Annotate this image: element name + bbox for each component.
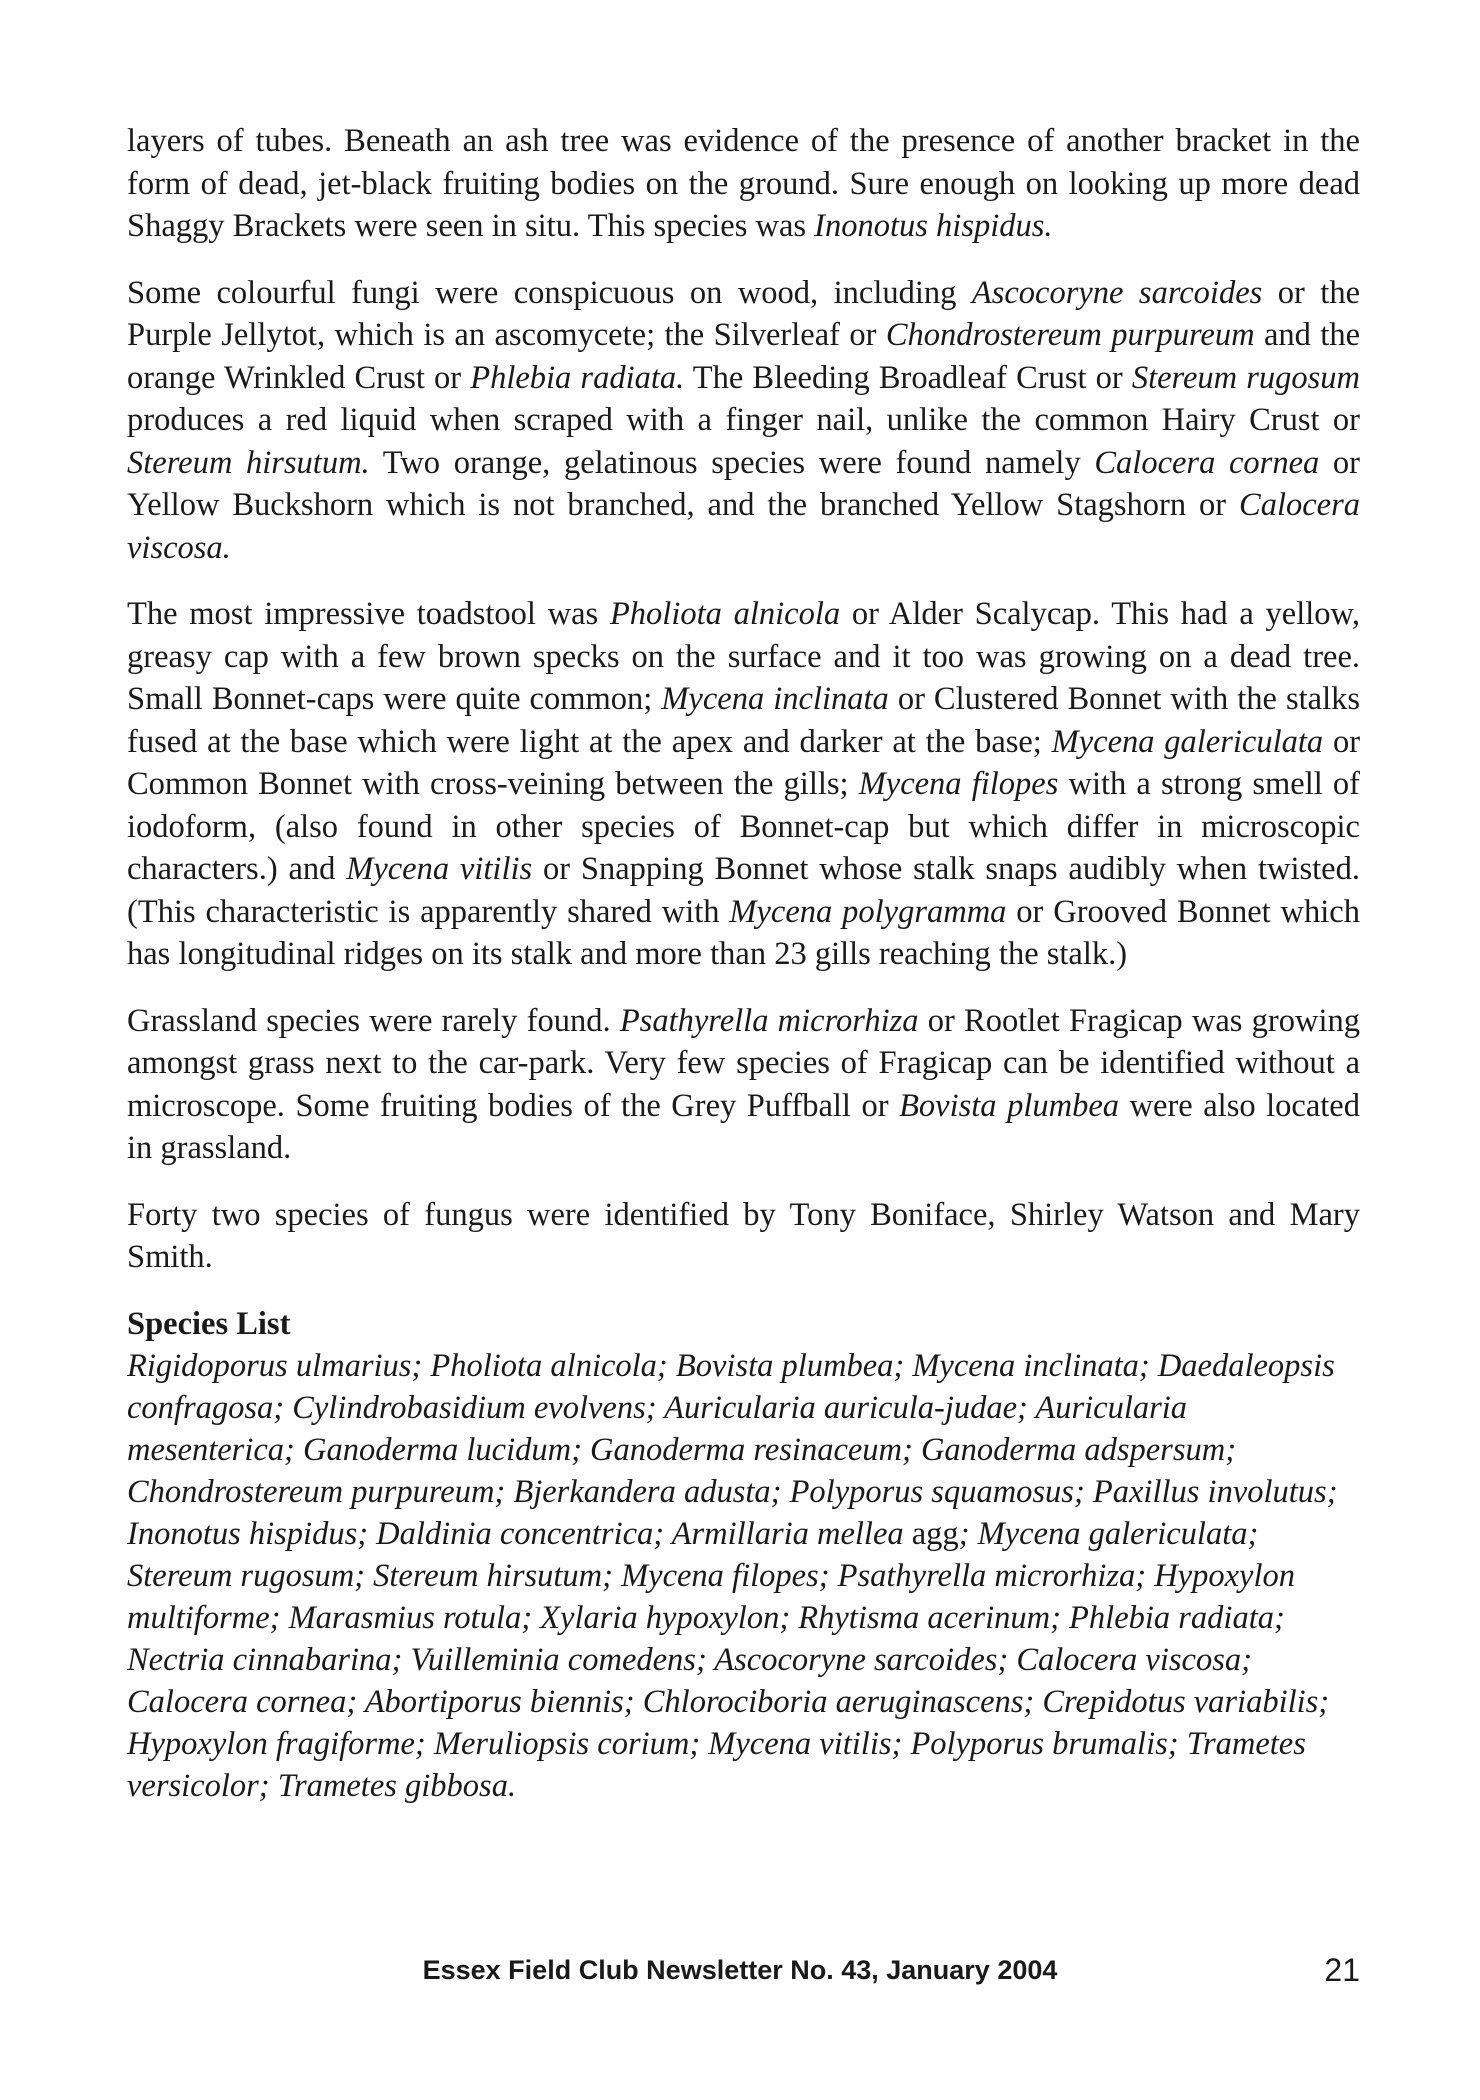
text-run: The Bleeding Broadleaf Crust or [684,359,1132,396]
text-run: or Snapping Bonnet whose stalk snaps audibly when twisted. (This characteristic is apparently shared with [127,851,1360,930]
italic-text-run: Calocera viscosa. [127,487,1360,566]
species-list-heading: Species List [127,1305,291,1342]
text-run: Two orange, gelatinous species were found namely [369,444,1095,481]
italic-text-run: Chondrostereum purpureum [885,317,1255,353]
italic-text-run: Mycena vitilis [346,851,533,887]
italic-text-run: Bovista plumbea [899,1087,1120,1124]
italic-text-run: Calocera cornea [1094,444,1320,481]
italic-text-run: Phlebia radiata. [470,359,685,396]
text-run: or Rootlet Fragicap was growing amongst grass next to the car-park. Very few species of Fragicap can be identified without a microscope. Some fruiting bodies of the Grey Puffball or [127,1002,1360,1124]
text-run: or the Purple Jellytot, which is an ascomycete; the Silverleaf or [127,274,1360,353]
text-run: or Grooved Bonnet which has longitudinal ridges on its stalk and more than 23 gills reaching the stalk.) [127,893,1360,972]
text-run: Rigidoporus ulmarius; Pholiota alnicola; Bovista plumbea; Mycena inclinata; Daedaleopsis confragosa; Cylindrobasidium evolvens; Auricularia auricula-judae; Auricularia mesenterica; Ganoderma lucidum; Ganoderma resinaceum; Ganoderma adspersum; Chondrostereum purpureum; Bjerkandera adusta; Polyporus squamosus; Paxillus involutus; Inonotus hispidus; Daldinia concentrica; Armillaria mellea [127,1348,1338,1552]
text-run: ; Mycena galericulata; Stereum rugosum; Stereum hirsutum; Mycena filopes; Psathyrella microrhiza; Hypoxylon multiforme; Marasmius rotula; Xylaria hypoxylon; Rhytisma acerinum; Phlebia radiata; Nectria cinnabarina; Vuilleminia comedens; Ascocoryne sarcoides; Calocera viscosa; Calocera cornea; Abortiporus biennis; Chlorociboria aeruginascens; Crepidotus variabilis; Hypoxylon fragiforme; Meruliopsis corium; Mycena vitilis; Polyporus brumalis; Trametes versicolor; Trametes gibbosa. [127,1516,1330,1804]
text-run: or Alder Scalycap. This had a yellow, greasy cap with a few brown specks on the surface and it too was growing on a dead tree. Small Bonnet-caps were quite common; [127,596,1361,717]
text-run: layers of tubes. Beneath an ash tree was evidence of the presence of another bracket in the form of dead, jet-black fruiting bodies on the ground. Sure enough on looking up more dead Shaggy Brackets were seen in situ. This species was [127,123,1360,244]
text-run: were also located in grassland. [127,1087,1360,1166]
paragraph-identifiers [127,1194,1360,1279]
paragraph-colourful-fungi [127,272,1360,570]
newsletter-title: Essex Field Club Newsletter No. 43, January 2004 [422,1955,1058,1985]
text-run: The most impressive toadstool was [127,596,610,632]
text-run: or Clustered Bonnet with the stalks fused at the base which were light at the apex and darker at the base; [127,681,1360,760]
text-run: Grassland species were rarely found. [127,1002,620,1039]
italic-text-run: Mycena polygramma [729,893,1007,930]
page-footer [0,1950,1480,1990]
italic-text-run: Stereum hirsutum. [127,444,370,481]
text-run: and the orange Wrinkled Crust or [127,317,1360,396]
text-run: Forty two species of fungus were identified by Tony Boniface, Shirley Watson and Mary Smith. [127,1196,1360,1275]
page-number: 21 [1324,1952,1360,1988]
text-run: with a strong smell of iodoform, (also found in other species of Bonnet-cap but which differ in microscopic characters.) and [127,766,1360,887]
paragraph-inonotus [127,120,1360,248]
italic-text-run: Inonotus hispidus. [814,208,1053,244]
text-run: produces a red liquid when scraped with a finger nail, unlike the common Hairy Crust or [127,402,1360,438]
italic-text-run: Mycena inclinata [661,681,889,717]
italic-text-run: Stereum rugosum [1131,359,1360,396]
text-run: or Yellow Buckshorn which is not branched, and the branched Yellow Stagshorn or [127,444,1360,523]
text-run: Some colourful fungi were conspicuous on wood, including [127,274,972,311]
italic-text-run: Ascocoryne sarcoides [971,274,1263,311]
page-body [127,120,1360,1807]
italic-text-run: Psathyrella microrhiza [619,1002,919,1039]
species-list [127,1345,1360,1807]
italic-text-run: Mycena galericulata [1051,723,1324,760]
paragraph-toadstools [127,593,1360,976]
paragraph-grassland [127,1000,1360,1170]
italic-text-run: Mycena filopes [858,766,1059,802]
text-run: or Common Bonnet with cross-veining between the gills; [127,723,1361,802]
italic-text-run: Pholiota alnicola [609,596,841,632]
text-run: agg [903,1516,959,1552]
